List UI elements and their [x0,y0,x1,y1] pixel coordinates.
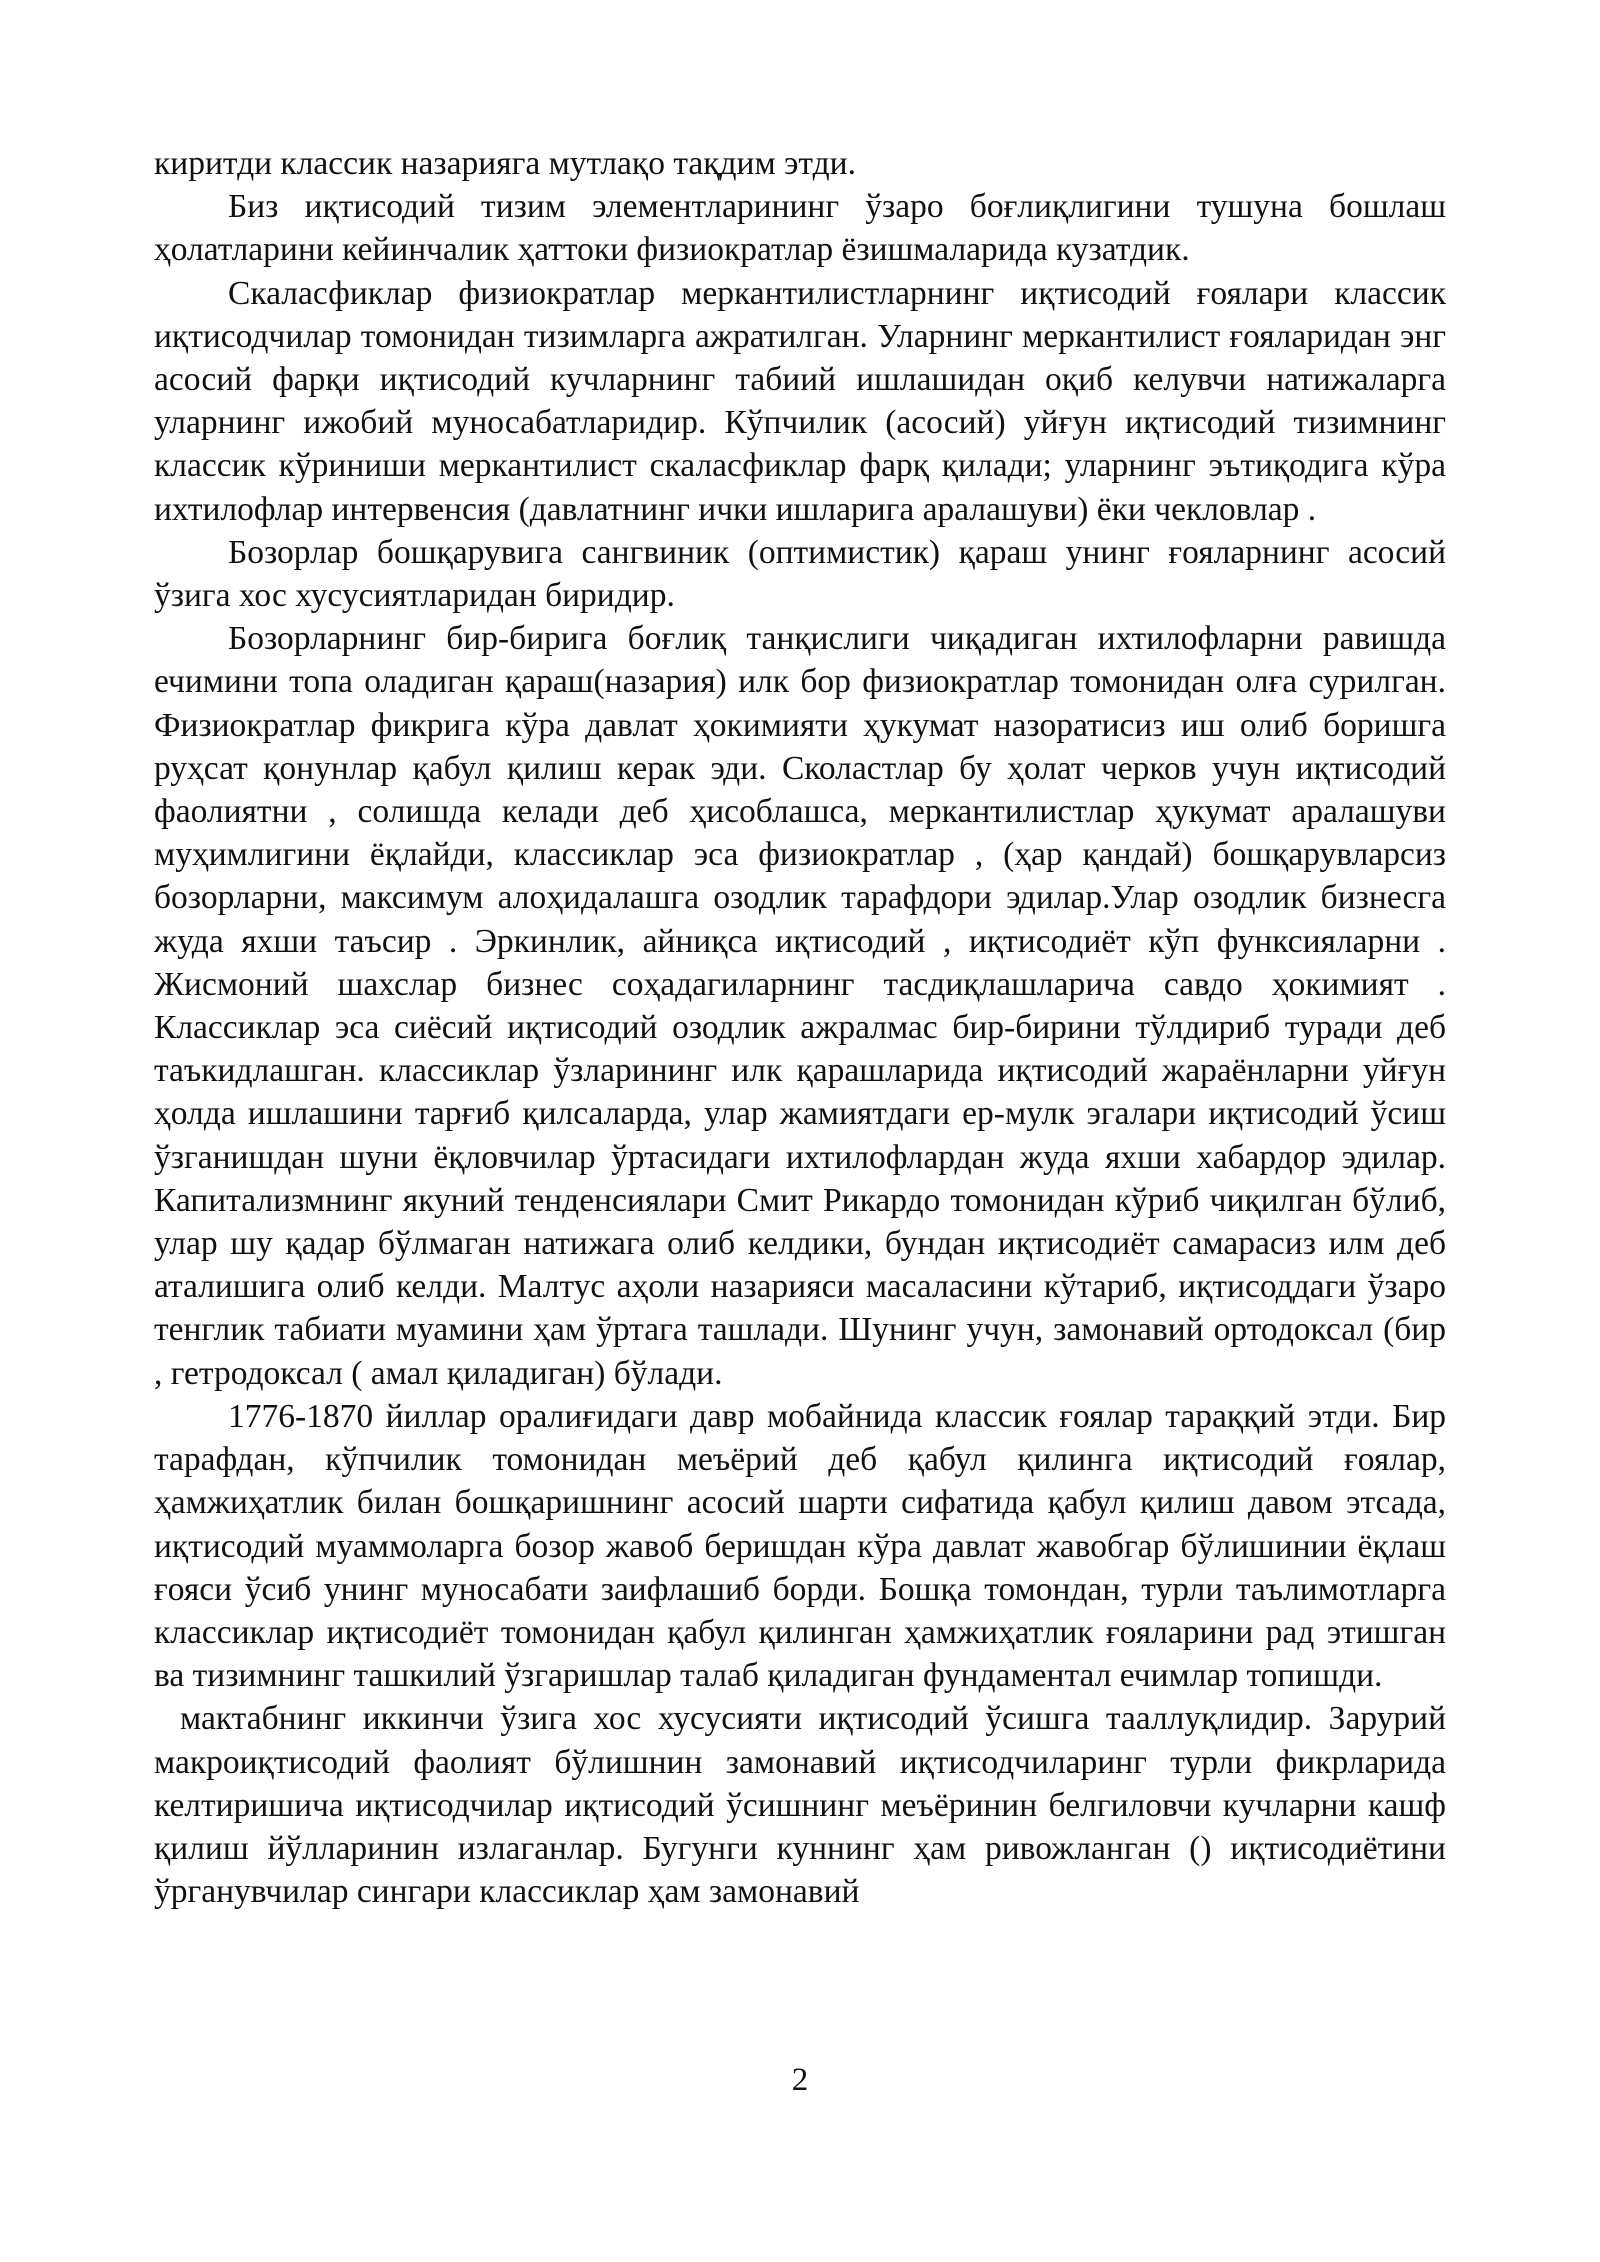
paragraph-4: Бозорлар бошқарувига сангвиник (оптимистик) қараш унинг ғояларнинг асосий ўзига хос хусусиятларидан биридир. [154,533,1446,615]
paragraph-1: киритди классик назарияга мутлақо тақдим этди. [154,145,856,182]
document-body [154,142,1446,1913]
paragraph-6: 1776-1870 йиллар оралиғидаги давр мобайнида классик ғоялар тараққий этди. Бир тарафдан, кўпчилик томонидан меъёрий деб қабул қилинга иқтисодий ғоялар, ҳамжиҳатлик билан бошқаришнинг асосий шарти сифатида қабул қилиш давом этсада, иқтисодий муаммоларга бозор жавоб беришдан кўра давлат жавобгар бўлишинии ёқлаш ғояси ўсиб унинг муносабати заифлашиб борди. Бошқа томондан, турли таълимотларга классиклар иқтисодиёт томонидан қабул қилинган ҳамжиҳатлик ғояларини рад этишган ва тизимнинг ташкилий ўзгаришлар талаб қиладиган фундаментал ечимлар топишди. [154,1397,1446,1695]
paragraph-3: Скаласфиклар физиократлар меркантилистларнинг иқтисодий ғоялари классик иқтисодчилар томонидан тизимларга ажратилган. Уларнинг меркантилист ғояларидан энг асосий фарқи иқтисодий кучларнинг табиий ишлашидан оқиб келувчи натижаларга уларнинг ижобий муносабатларидир. Кўпчилик (асосий) уйғун иқтисодий тизимнинг классик кўриниши меркантилист скаласфиклар фарқ қилади; уларнинг эътиқодига кўра ихтилофлар интервенсия (давлатнинг ички ишларига аралашуви) ёки чекловлар . [154,274,1446,528]
paragraph-5: Бозорларнинг бир-бирига боғлиқ танқислиги чиқадиган ихтилофларни равишда ечимини топа оладиган қараш(назария) илк бор физиократлар томонидан олға сурилган. Физиократлар фикрига кўра давлат ҳокимияти ҳукумат назоратисиз иш олиб боришга руҳсат қонунлар қабул қилиш керак эди. Сколастлар бу ҳолат черков учун иқтисодий фаолиятни , солишда келади деб ҳисоблашса, меркантилистлар ҳукумат аралашуви муҳимлигини ёқлайди, классиклар эса физиократлар , (ҳар қандай) бошқарувларсиз бозорларни, максимум алоҳидалашга озодлик тарафдори эдилар.Улар озодлик бизнесга жуда яхши таъсир . Эркинлик, айниқса иқтисодий , иқтисодиёт кўп функсияларни . Жисмоний шахслар бизнес соҳадагиларнинг тасдиқлашларича савдо ҳокимият . Классиклар эса сиёсий иқтисодий озодлик ажралмас бир-бирини тўлдириб туради деб таъкидлашган. классиклар ўзларининг илк қарашларида иқтисодий жараёнларни уйғун ҳолда ишлашини тарғиб қилсаларда, улар жамиятдаги ер-мулк эгалари иқтисодий ўсиш ўзганишдан шуни ёқловчилар ўртасидаги ихтилофлардан жуда яхши хабардор эдилар. Капитализмнинг якуний тенденсиялари Смит Рикардо томонидан кўриб чиқилган бўлиб, улар шу қадар бўлмаган натижага олиб келдики, бундан иқтисодиёт самарасиз илм деб аталишига олиб келди. Малтус аҳоли назарияси масаласини кўтариб, иқтисоддаги ўзаро тенглик табиати муамини ҳам ўртага ташлади. Шунинг учун, замонавий ортодоксал (бир , гетродоксал ( амал қиладиган) бўлади. [154,620,1446,1392]
paragraph-2: Биз иқтисодий тизим элементларининг ўзаро боғлиқлигини тушуна бошлаш ҳолатларини кейинчалик ҳаттоки физиократлар ёзишмаларида кузатдик. [154,188,1446,269]
page-number: 2 [791,2062,809,2098]
paragraph-7: мактабнинг иккинчи ўзига хос хусусияти иқтисодий ўсишга тааллуқлидир. Зарурий макроиқтисодий фаолият бўлишнин замонавий иқтисодчиларинг турли фикрларида келтиришича иқтисодчилар иқтисодий ўсишнинг меъёринин белгиловчи кучларни кашф қилиш йўлларинин излаганлар. Бугунги куннинг ҳам ривожланган () иқтисодиётини ўрганувчилар сингари классиклар ҳам замонавий [154,1700,1446,1911]
